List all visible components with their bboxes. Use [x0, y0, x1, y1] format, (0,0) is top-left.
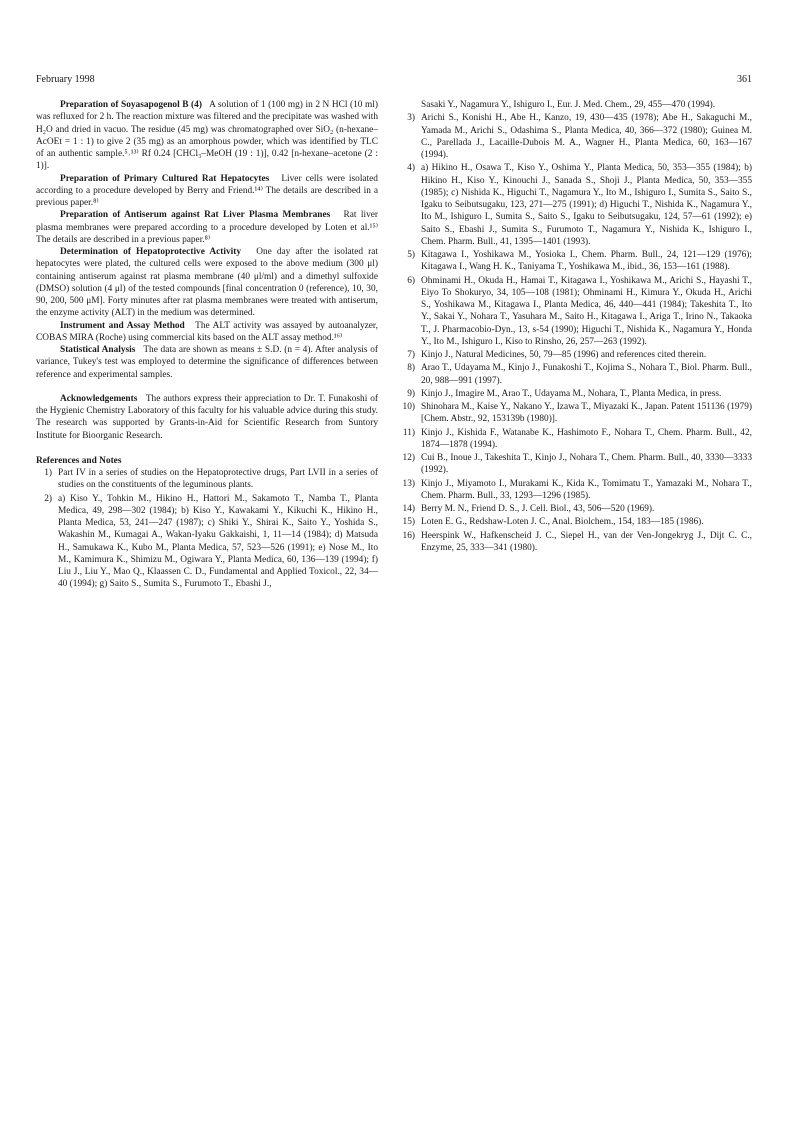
- reference-item: [394, 503, 752, 515]
- acknowledgements-text: The authors express their appreciation to Dr. T. Funakoshi of the Hygienic Chemistry Laboratory of this faculty for his valuable advice during this study. The research was supported by Grants-in-Aid for Scientific Research from Suntory Institute for Bioorganic Research.: [36, 393, 378, 441]
- reference-number: 9): [407, 388, 415, 399]
- reference-text: Kinjo J., Miyamoto I., Murakami K., Kida K., Tomimatu T., Yamazaki M., Nohara T., Chem. Pharm. Bull., 33, 1293—1296 (1985).: [421, 478, 752, 501]
- reference-item: [394, 162, 752, 248]
- method-statistics: [36, 344, 378, 381]
- reference-number: 12): [402, 453, 415, 463]
- reference-item: [394, 401, 752, 426]
- method-heading: Preparation of Primary Cultured Rat Hepatocytes: [60, 173, 270, 184]
- method-text: Rat liver plasma membranes were prepared according to a procedure developed by Loten et al.¹⁵⁾ The details are described in a previous paper.⁸⁾: [36, 210, 379, 245]
- reference-item: [394, 427, 752, 452]
- method-text: The data are shown as means ± S.D. (n = 4). After analysis of variance, Tukey's test was employed to determine the significance of differences between reference and experimental samples.: [36, 345, 378, 380]
- reference-item: [394, 349, 752, 361]
- method-soyasapogenol: [36, 99, 378, 173]
- method-text: A solution of 1 (100 mg) in 2 N HCl (10 ml) was refluxed for 2 h. The reaction mixture was filtered and the precipitate was washed with H₂O and dried in vacuo. The residue (45 mg) was chromatographed over SiO₂ (n-hexane–AcOEt = 1 : 1) to give 2 (35 mg) as an amorphous powder, which was identified by TLC of an authentic sample.⁵˒¹³⁾ Rf 0.24 [CHCl₃–MeOH (19 : 1)], 0.42 [n-hexane–acetone (2 : 1)].: [36, 100, 378, 172]
- reference-item: [394, 275, 752, 349]
- reference-item: [394, 362, 752, 387]
- reference-number: 13): [402, 478, 415, 489]
- acknowledgements: [36, 393, 378, 442]
- reference-number: 3): [407, 113, 415, 124]
- reference-number: 8): [407, 363, 415, 374]
- reference-number: 10): [402, 402, 415, 412]
- reference-text: a) Hikino H., Osawa T., Kiso Y., Oshima Y., Planta Medica, 50, 353—355 (1984); b) Hikino H., Kiso Y., Kinouchi J., Sanada S., Shoji J., Planta Medica, 50, 353—355 (1985); c) Nishida K., Higuchi T., Nagamura Y., Ito M., Ishiguro I., Sumita S., Saito S., Igaku to Seibutsugaku, 123, 271—275 (1991); d) Higuchi T., Nishida K., Nagamura Y., Ito M., Ishiguro I., Sumita S., Saito S., Igaku to Seibutsugaku, 124, 57—61 (1992); e) Saito S., Ebashi J., Sumita S., Furumoto T., Nagamura Y., Nishida K., Ishiguro I., Chem. Pharm. Bull., 41, 1395—1401 (1993).: [421, 163, 752, 247]
- reference-item: [36, 493, 378, 591]
- reference-text: Arao T., Udayama M., Kinjo J., Funakoshi T., Kojima S., Nohara T., Biol. Pharm. Bull., 20, 988—991 (1997).: [421, 363, 752, 386]
- method-text: The ALT activity was assayed by autoanalyzer, COBAS MIRA (Roche) using commercial kits based on the ALT assay method.¹⁶⁾: [36, 320, 379, 343]
- left-column: [36, 99, 378, 591]
- method-heading: Instrument and Assay Method: [60, 320, 185, 331]
- reference-item: [394, 516, 752, 528]
- reference-text: Berry M. N., Friend D. S., J. Cell. Biol., 43, 506—520 (1969).: [421, 504, 655, 514]
- reference-item: [394, 478, 752, 503]
- right-column: [394, 99, 752, 555]
- reference-number: 6): [407, 275, 415, 286]
- reference-number: 15): [402, 517, 415, 528]
- reference-text: Kinjo J., Natural Medicines, 50, 79—85 (1996) and references cited therein.: [421, 350, 707, 360]
- reference-number: 4): [407, 163, 415, 174]
- page-number: 361: [737, 74, 752, 85]
- issue-date: February 1998: [36, 74, 95, 85]
- reference-item: [394, 249, 752, 274]
- reference-item: [36, 467, 378, 492]
- reference-text: Heerspink W., Hafkenscheid J. C., Siepel H., van der Ven-Jongekryg J., Dijt C. C., Enzyme, 25, 333—341 (1980).: [421, 530, 752, 553]
- reference-number: 11): [402, 427, 415, 438]
- reference-item: [394, 452, 752, 477]
- reference-text: Loten E. G., Redshaw-Loten J. C., Anal. Biolchem., 154, 183—185 (1986).: [421, 517, 704, 528]
- reference-text: Cui B., Inoue J., Takeshita T., Kinjo J., Nohara T., Chem. Pharm. Bull., 40, 3330—3333 (1992).: [421, 453, 752, 476]
- method-heading: Determination of Hepatoprotective Activity: [60, 247, 242, 257]
- method-antiserum: [36, 209, 378, 246]
- reference-number: 5): [407, 250, 415, 260]
- method-text: Liver cells were isolated according to a procedure developed by Berry and Friend.¹⁴⁾ The details are described in a previous paper.⁸⁾: [36, 173, 378, 208]
- method-text: One day after the isolated rat hepatocytes were plated, the cultured cells were exposed to the above medium (300 μl) containing antiserum against rat plasma membrane (40 μl/ml) and a dimethyl sulfoxide (DMSO) solution (4 μl) of the tested compounds [final concentration 0 (reference), 10, 30, 90, 200, 500 μM]. Forty minutes after rat plasma membranes were treated with antiserum, the enzyme activity (ALT) in the medium was determined.: [36, 247, 379, 319]
- running-header: [36, 74, 752, 88]
- references-title: References and Notes: [36, 455, 122, 466]
- reference-text: Sasaki Y., Nagamura Y., Ishiguro I., Eur. J. Med. Chem., 29, 455—470 (1994).: [421, 100, 716, 110]
- method-hepatoprotective: [36, 246, 378, 320]
- reference-number: [394, 99, 421, 111]
- method-heading: Preparation of Antiserum against Rat Liver Plasma Membranes: [60, 210, 331, 221]
- reference-text: Part IV in a series of studies on the Hepatoprotective drugs, Part LVII in a series of studies on the constituents of the leguminous plants.: [58, 468, 378, 491]
- reference-text: Kinjo J., Kishida F., Watanabe K., Hashimoto F., Nohara T., Chem. Pharm. Bull., 42, 1874—1878 (1994).: [421, 427, 752, 450]
- reference-text: Shinohara M., Kaise Y., Nakano Y., Izawa T., Miyazaki K., Japan. Patent 151136 (1979) [Chem. Abstr., 92, 153139b (1980)].: [421, 402, 752, 425]
- reference-text: Kitagawa I., Yoshikawa M., Yosioka I., Chem. Pharm. Bull., 24, 121—129 (1976); Kitagawa I., Wang H. K., Taniyama T., Yoshikawa M., ibid., 36, 153—161 (1988).: [421, 250, 752, 273]
- reference-item: [394, 112, 752, 161]
- reference-text: a) Kiso Y., Tohkin M., Hikino H., Hattori M., Sakamoto T., Namba T., Planta Medica, 49, 298—302 (1984); b) Kiso Y., Kawakami Y., Kikuchi K., Hikino H., Planta Medica, 53, 241—247 (1987); c) Shiki Y., Shirai K., Saito Y., Yoshida S., Wakashin M., Kumagai A., Wakan-Iyaku Gakkaishi, 1, 11—14 (1984); d) Matsuda H., Samukawa K., Kubo M., Planta Medica, 57, 523—526 (1991); e) Nose M., Ito M., Kamimura K., Shimizu M., Ogiwara Y., Planta Medica, 60, 136—139 (1994); f) Liu J., Liu Y., Mao Q., Klaassen C. D., Fundamental and Applied Toxicol., 22, 34—40 (1994); g) Saito S., Sumita S., Furumoto T., Ebashi J.,: [58, 493, 378, 590]
- method-hepatocytes: [36, 173, 378, 210]
- method-instrument: [36, 320, 378, 345]
- acknowledgements-heading: Acknowledgements: [60, 393, 138, 404]
- reference-text: Kinjo J., Imagire M., Arao T., Udayama M., Nohara, T., Planta Medica, in press.: [421, 388, 722, 399]
- reference-number: 14): [402, 504, 415, 514]
- reference-item: [394, 99, 752, 111]
- reference-number: 16): [402, 530, 415, 541]
- reference-text: Arichi S., Konishi H., Abe H., Kanzo, 19, 430—435 (1978); Abe H., Sakaguchi M., Yamada M., Arichi S., Odashima S., Planta Medica, 40, 366—372 (1980); Guinea M. C., Parellada J., Lacaille-Dubois M. A., Wagner H., Planta Medica, 60, 163—167 (1994).: [421, 113, 752, 160]
- reference-number: 1): [44, 468, 52, 478]
- reference-item: [394, 388, 752, 400]
- reference-item: [394, 530, 752, 555]
- reference-number: 7): [407, 350, 415, 360]
- method-heading: Preparation of Soyasapogenol B (4): [60, 100, 202, 110]
- method-heading: Statistical Analysis: [60, 345, 136, 355]
- reference-text: Ohminami H., Okuda H., Hamai T., Kitagawa I., Yoshikawa M., Arichi S., Hayashi T., Eiyo To Shokuryo, 34, 105—108 (1981); Ohminami H., Kimura Y., Okuda H., Arichi S., Yoshikawa M., Kitagawa I., Planta Medica, 46, 440—441 (1984); Takeshita T., Ito Y., Sakai Y., Nohara T., Yasuhara M., Saito H., Kitagawa I., Ariga T., Irino N., Takaoka T., J. Pharmacobio-Dyn., 13, s-54 (1990); Higuchi T., Nishida K., Nagamura Y., Honda Y., Ito M., Ishiguro I., Kiso to Rinsho, 26, 257—263 (1992).: [421, 275, 752, 347]
- reference-number: 2): [44, 493, 52, 504]
